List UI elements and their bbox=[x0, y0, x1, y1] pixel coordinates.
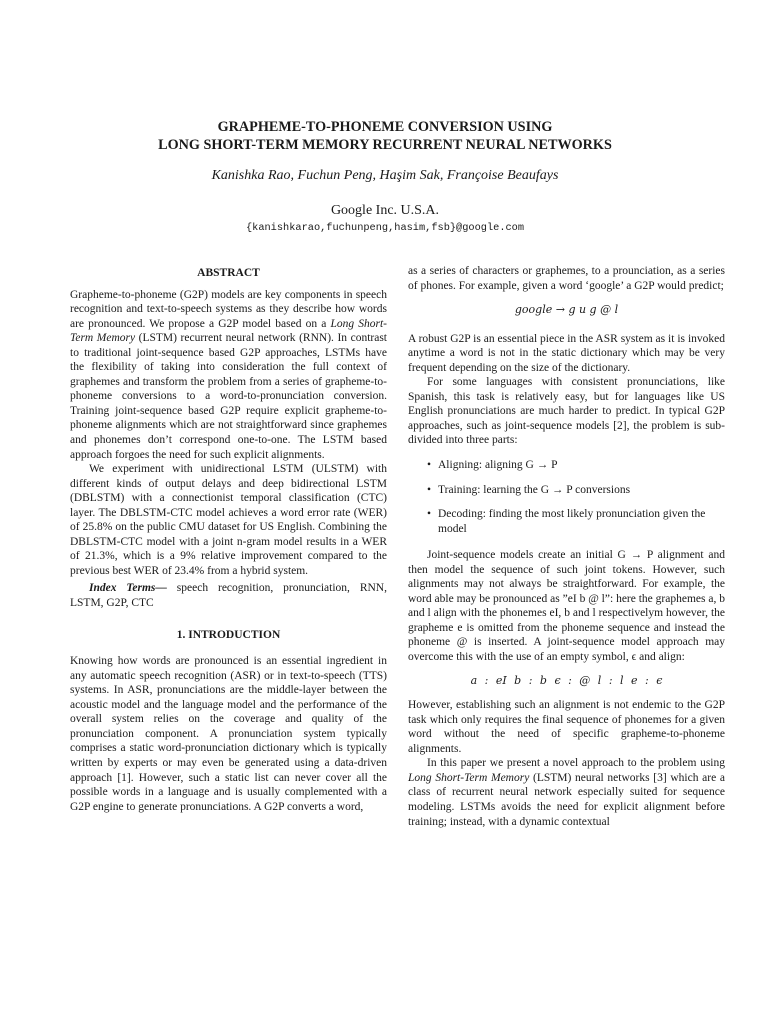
index-terms-list: speech recognition, pronunciation, RNN, LSTM, G2P, CTC bbox=[70, 582, 387, 610]
bullet-icon: • bbox=[427, 459, 432, 472]
bullet-text: Training: learning the G → P conversions bbox=[438, 483, 631, 496]
paper-title bbox=[0, 118, 770, 154]
title-line-2: LONG SHORT-TERM MEMORY RECURRENT NEURAL NETWORKS bbox=[158, 137, 612, 153]
abstract-heading: ABSTRACT bbox=[197, 267, 260, 279]
bullet-text: Aligning: aligning G → P bbox=[438, 459, 558, 472]
bullet-icon: • bbox=[427, 483, 432, 496]
index-terms-label: Index Terms— bbox=[89, 582, 167, 595]
abstract-text: Grapheme-to-phoneme (G2P) models are key components in speech recognition and text-to-speech systems as they describe how words are pronounced. We propose a G2P model based on a bbox=[70, 288, 387, 330]
affiliation: Google Inc. U.S.A. bbox=[330, 203, 440, 218]
bullet-icon: • bbox=[427, 508, 432, 521]
equation-google: google → g u g @ l bbox=[514, 303, 619, 317]
author-emails: {kanishkarao,fuchunpeng,hasim,fsb}@google.com bbox=[245, 222, 525, 234]
left-column bbox=[70, 266, 387, 814]
author-list: Kanishka Rao, Fuchun Peng, Haşim Sak, Françoise Beaufays bbox=[211, 168, 559, 183]
right-column bbox=[408, 264, 725, 829]
abstract-emphasis: Long Short-Term Memory bbox=[70, 317, 387, 345]
paragraph-text: In this paper we present a novel approach to the problem using bbox=[427, 757, 725, 770]
right-paragraph-2: A robust G2P is an essential piece in the ASR system as it is invoked anytime a word is not in the static dictionary which may be very frequent depending on the size of the dictionary. bbox=[408, 332, 725, 374]
title-line-1: GRAPHEME-TO-PHONEME CONVERSION USING bbox=[217, 119, 553, 135]
abstract-text: (LSTM) recurrent neural network (RNN). In contrast to traditional joint-sequence based G2P approaches, LSTMs have the flexibility of taking into consideration the full context of graphemes and transform the problem from a series of grapheme-to-phoneme conversions to a word-to-pronunciation conversion. Training joint-sequence based G2P require explicit grapheme-to-phoneme alignments which are not straightforward since graphemes and phonemes don’t correspond one-to-one. The LSTM based approach forgoes the need for such explicit alignments. bbox=[70, 332, 387, 461]
bullet-text: Decoding: finding the most likely pronunciation given the model bbox=[438, 508, 706, 535]
list-item bbox=[408, 483, 725, 498]
index-terms bbox=[70, 581, 387, 610]
paragraph-text: (LSTM) neural networks [3] which are a class of recurrent neural network especially suited for sequence modeling. LSTMs avoids the need for explicit alignment before training; instead, with a dynamic contextual bbox=[408, 771, 725, 828]
equation-alignment: a : eI b : b ϵ : @ l : l e : ϵ bbox=[470, 673, 663, 687]
right-paragraph-5: However, establishing such an alignment is not endemic to the G2P task which only requires the final sequence of phonemes for a given word without the need of specific grapheme-to-phoneme alignments. bbox=[408, 699, 725, 755]
right-paragraph-1: as a series of characters or graphemes, to a prounciation, as a series of phones. For example, given a word ‘google’ a G2P would predict; bbox=[408, 265, 725, 292]
abstract-paragraph-1 bbox=[70, 288, 387, 463]
list-item bbox=[408, 458, 725, 473]
bullet-list bbox=[408, 458, 725, 536]
abstract-paragraph-2: We experiment with unidirectional LSTM (ULSTM) with different kinds of output delays and deep bidirectional LSTM (DBLSTM) with a connectionist temporal classification (CTC) layer. The DBLSTM-CTC model achieves a word error rate (WER) of 25.8% on the public CMU dataset for US English. Combining the DBLSTM-CTC model with a joint n-gram model results in a WER of 21.3%, which is a 9% relative improvement compared to the previous best WER of 23.4% from a hybrid system. bbox=[70, 463, 387, 577]
right-paragraph-4: Joint-sequence models create an initial G → P alignment and then model the sequence of such joint tokens. However, such alignments may not always be straightforward. For example, the word able may be pronounced as ”eI b @ l”: here the graphemes a, b and l align with the phonemes eI, b and l respectivelym however, the grapheme e is omitted from the phoneme sequence and instead the phoneme @ is inserted. A joint-sequence model approach may overcome this with the use of an empty symbol, ϵ and align: bbox=[408, 549, 725, 664]
right-paragraph-6 bbox=[408, 756, 725, 829]
list-item bbox=[408, 507, 725, 536]
right-paragraph-3: For some languages with consistent pronunciations, like Spanish, this task is relatively easy, but for languages like US English pronunciations are much harder to predict. In typical G2P approaches, such as joint-sequence models [2], the problem is sub-divided into three parts: bbox=[408, 376, 725, 447]
introduction-heading: 1. INTRODUCTION bbox=[176, 628, 281, 641]
intro-paragraph-1: Knowing how words are pronounced is an essential ingredient in any automatic speech recognition (ASR) or in text-to-speech (TTS) systems. In ASR, pronunciations are the middle-layer between the acoustic model and the language model and the performance of the overall system relies on the coverage and quality of the pronunciation component. A pronunciation system typically comprises a static word-pronunciation dictionary which is typically written by experts or may even be generated using a data-driven approach [1]. However, such a static list can never cover all the possible words in a language and is usually complemented with a G2P engine to generate pronunciations. A G2P converts a word, bbox=[70, 655, 387, 813]
paragraph-emphasis: Long Short-Term Memory bbox=[408, 771, 530, 784]
